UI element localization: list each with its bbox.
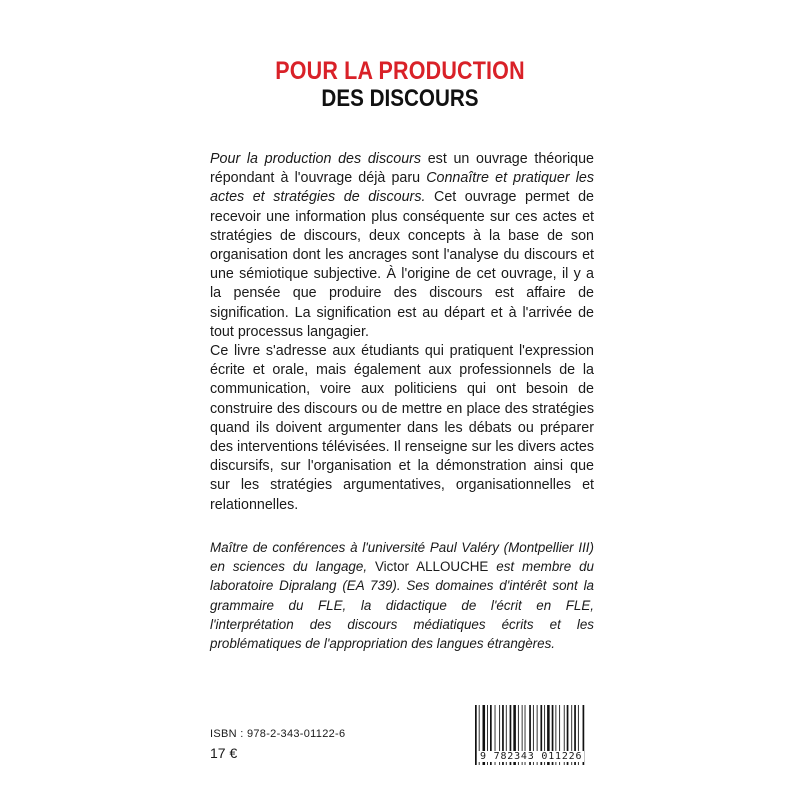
author-bio-text: Maître de conférences à l'université Paul Valéry (Montpellier III) en sciences du langage, bbox=[210, 540, 594, 575]
summary-paragraph-2: Ce livre s'adresse aux étudiants qui pratiquent l'expression écrite et orale, mais également aux professionnels de la communication, voire aux politiciens qui ont besoin de construire des discours ou de mettre en place des stratégies quand ils doivent argumenter dans les débats ou préparer des interventions télévisées. Il renseigne sur les divers actes discursifs, sur l'organisation et la démonstration ainsi que sur les stratégies argumentatives, organisationnelles et relationnelles. bbox=[210, 343, 594, 513]
barcode-number: 9 782343 011226 bbox=[480, 751, 583, 762]
previous-book-ref: Connaître et pratiquer les actes et stratégies de discours. bbox=[210, 170, 594, 206]
author-bio-text: est membre du laboratoire Dipralang (EA 739). Ses domaines d'intérêt sont la grammaire du FLE, la didactique de l'écrit en FLE, l'interprétation des discours médiatiques écrits et les problématiques de l'appropriation des langues étrangères. bbox=[210, 559, 594, 652]
book-title-line2: DES DISCOURS bbox=[321, 85, 479, 112]
book-title-line1: POUR LA PRODUCTION bbox=[275, 57, 525, 85]
summary-text-segment: Cet ouvrage permet de recevoir une information plus conséquente sur ces actes et stratégies de discours, deux concepts à la base de son organisation dont les ancrages sont l'analyse du discours et une sémiotique subjective. À l'origine de cet ouvrage, il y a la pensée que produire des discours est affaire de signification. La signification est au départ et à l'arrivée de tout processus langagier. bbox=[210, 189, 594, 340]
isbn: ISBN : 978-2-343-01122-6 bbox=[210, 728, 346, 740]
summary-text-segment: est un ouvrage théorique répondant à l'ouvrage déjà paru bbox=[210, 151, 594, 187]
price: 17 € bbox=[210, 745, 238, 761]
author-bio bbox=[210, 538, 594, 653]
author-name: Victor ALLOUCHE bbox=[374, 559, 489, 575]
summary-paragraph-1 bbox=[210, 150, 594, 342]
summary-title-ref: Pour la production des discours bbox=[210, 151, 422, 167]
summary-text bbox=[210, 150, 594, 515]
